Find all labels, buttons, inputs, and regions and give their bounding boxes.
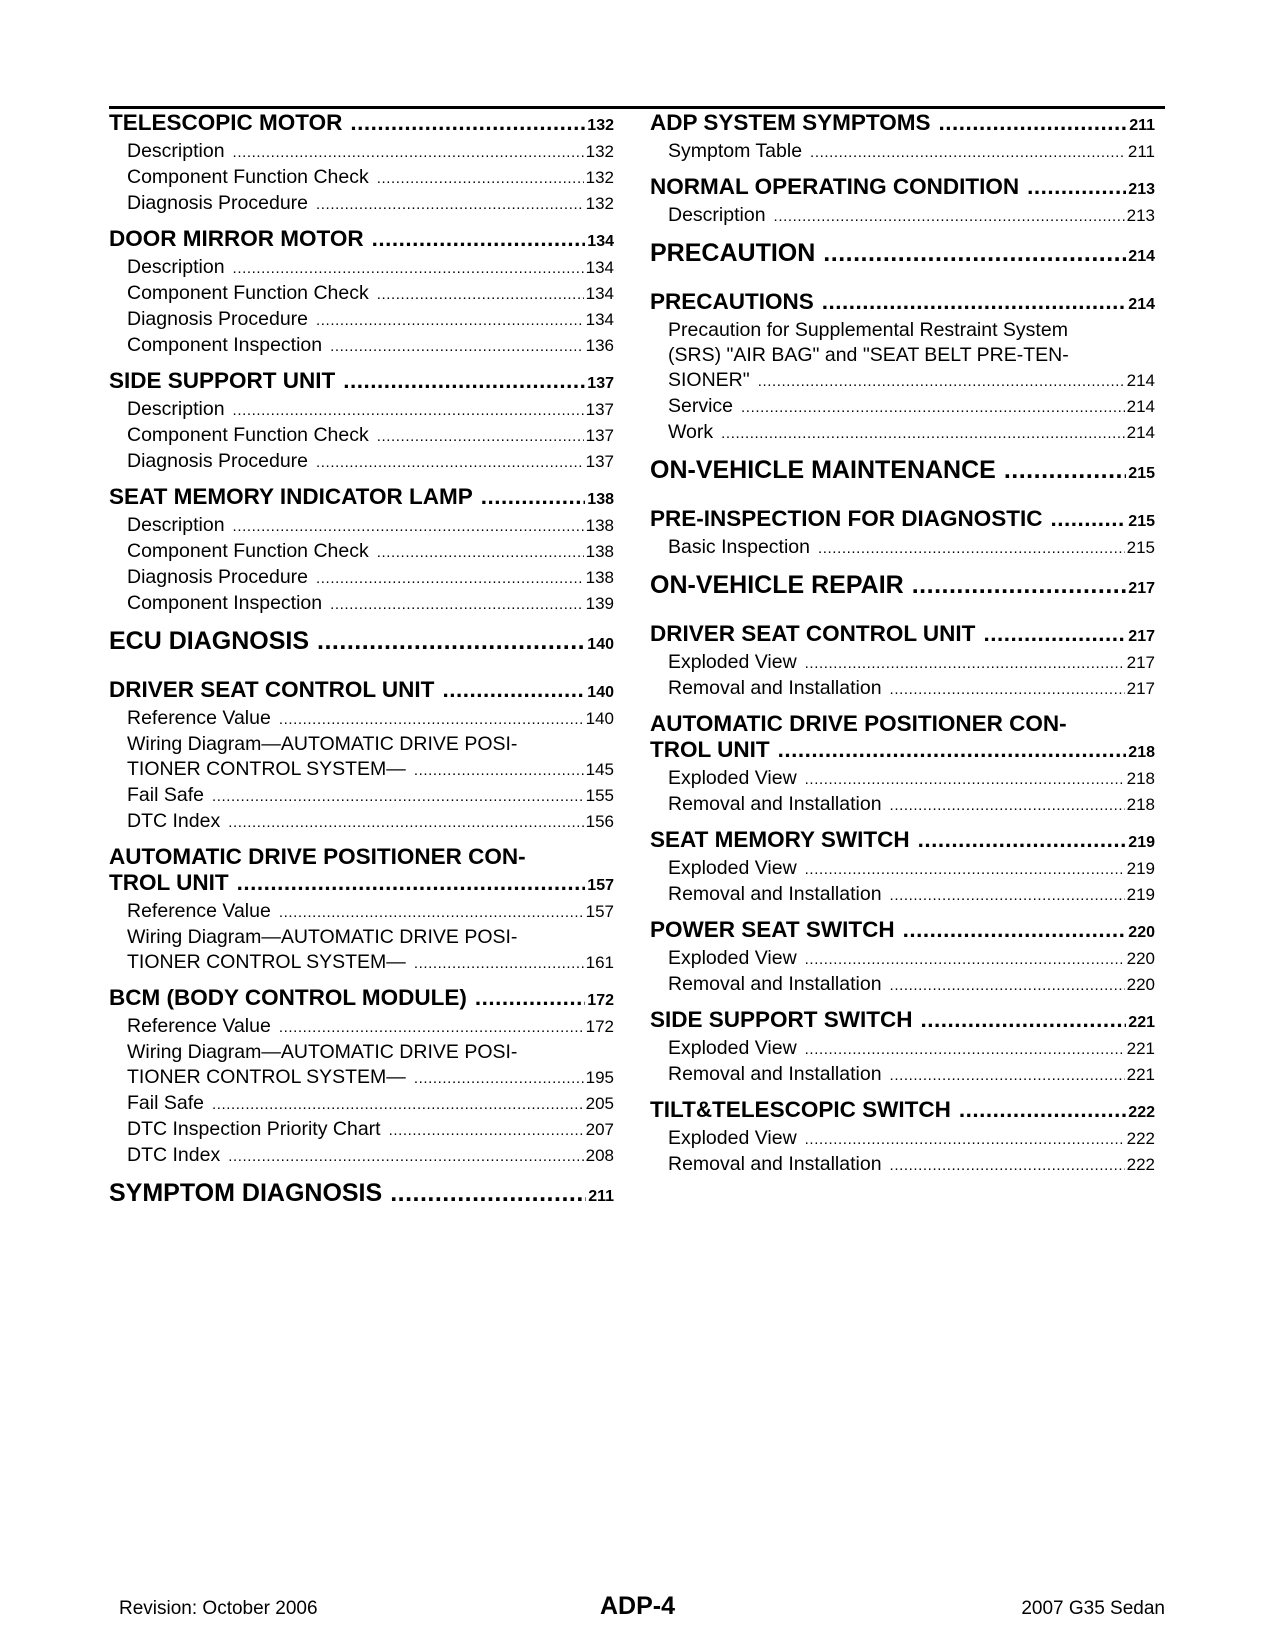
toc-block-side-support-switch [650, 1007, 1155, 1088]
dot-leader [279, 1015, 584, 1040]
toc-entry-fail-safe[interactable] [109, 783, 614, 809]
page-number: 217 [1126, 653, 1155, 672]
entry-title: Component Function Check [127, 424, 369, 446]
toc-section-tilt-telescopic-switch[interactable] [650, 1097, 1155, 1126]
dot-leader [903, 917, 1127, 943]
dot-leader [377, 540, 584, 565]
entry-title: Description [668, 204, 766, 226]
toc-entry-symptom-table[interactable] [650, 139, 1155, 165]
toc-entry-diagnosis-procedure[interactable] [109, 307, 614, 333]
toc-block-symptom-diagnosis [109, 1178, 614, 1212]
section-title: DRIVER SEAT CONTROL UNIT [650, 621, 976, 646]
toc-section-on-vehicle-repair[interactable] [650, 570, 1155, 604]
toc-section-seat-memory-switch[interactable] [650, 827, 1155, 856]
dot-leader [316, 192, 584, 217]
section-title: PRE-INSPECTION FOR DIAGNOSTIC [650, 506, 1043, 531]
toc-block-driver-seat-control-unit [650, 621, 1155, 702]
toc-section-automatic-drive-positioner-con-trol-unit[interactable] [109, 870, 614, 899]
toc-entry-description[interactable] [109, 255, 614, 281]
page-number: 218 [1128, 744, 1155, 761]
toc-entry-fail-safe[interactable] [109, 1091, 614, 1117]
page-number: 219 [1126, 885, 1155, 904]
entry-title: Description [127, 140, 225, 162]
dot-leader [414, 1066, 584, 1091]
toc-block-on-vehicle-maintenance [650, 455, 1155, 489]
toc-entry-exploded-view[interactable] [650, 1036, 1155, 1062]
toc-block-door-mirror-motor [109, 226, 614, 359]
toc-section-automatic-drive-positioner-con-trol-unit[interactable] [650, 737, 1155, 766]
entry-title: Symptom Table [668, 140, 803, 162]
toc-section-normal-operating-condition[interactable] [650, 174, 1155, 203]
toc-entry-wiring-diagram-automatic-drive-posi-tioner-control-system[interactable] [109, 757, 614, 783]
page-number: 220 [1126, 949, 1155, 968]
toc-section-bcm-body-control-module[interactable] [109, 985, 614, 1014]
toc-entry-component-function-check[interactable] [109, 165, 614, 191]
entry-title: Description [127, 256, 225, 278]
entry-title: Component Function Check [127, 166, 369, 188]
toc-section-door-mirror-motor[interactable] [109, 226, 614, 255]
toc-entry-reference-value[interactable] [109, 899, 614, 925]
dot-leader [918, 827, 1127, 853]
page-number: 145 [585, 760, 614, 779]
toc-entry-description[interactable] [109, 397, 614, 423]
page-number: 222 [1128, 1104, 1155, 1121]
page-number: 172 [587, 992, 614, 1009]
toc-entry-wiring-diagram-automatic-drive-posi-tioner-control-system[interactable] [109, 1065, 614, 1091]
dot-leader [475, 985, 585, 1011]
page-number: 140 [585, 709, 614, 728]
entry-title: Removal and Installation [668, 1153, 882, 1175]
header-rule [109, 106, 1165, 109]
toc-entry-component-function-check[interactable] [109, 539, 614, 565]
dot-leader [805, 947, 1125, 972]
dot-leader [316, 450, 584, 475]
entry-title: Component Inspection [127, 334, 323, 356]
dot-leader [823, 238, 1126, 268]
dot-leader [317, 626, 585, 656]
dot-leader [316, 566, 584, 591]
dot-leader [414, 758, 584, 783]
revision-date: Revision: October 2006 [119, 1598, 318, 1619]
page-number: 221 [1126, 1065, 1155, 1084]
page-number: 214 [1128, 296, 1155, 313]
toc-entry-component-function-check[interactable] [109, 423, 614, 449]
toc-entry-work[interactable] [650, 420, 1155, 446]
dot-leader [390, 1178, 586, 1208]
dot-leader [233, 514, 584, 539]
toc-entry-diagnosis-procedure[interactable] [109, 449, 614, 475]
toc-block-precaution [650, 238, 1155, 272]
section-title-line: AUTOMATIC DRIVE POSITIONER CON- [650, 711, 1067, 736]
entry-title: Fail Safe [127, 1092, 204, 1114]
entry-title: DTC Index [127, 1144, 221, 1166]
toc-entry-precaution-for-supplemental-restraint-system-srs-air-bag-and-seat-belt-pre-ten-sioner[interactable] [650, 368, 1155, 394]
entry-title: Work [668, 421, 714, 443]
dot-leader [212, 1092, 584, 1117]
dot-leader [330, 592, 584, 617]
toc-section-precaution[interactable] [650, 238, 1155, 272]
entry-title: Component Function Check [127, 282, 369, 304]
dot-leader [1051, 506, 1127, 532]
toc-block-power-seat-switch [650, 917, 1155, 998]
dot-leader [721, 421, 1124, 446]
page-number: 132 [585, 194, 614, 213]
page-number: 213 [1126, 206, 1155, 225]
section-title: SEAT MEMORY INDICATOR LAMP [109, 484, 473, 509]
toc-section-on-vehicle-maintenance[interactable] [650, 455, 1155, 489]
vehicle-model: 2007 G35 Sedan [1021, 1598, 1165, 1619]
entry-title: Component Inspection [127, 592, 323, 614]
page-number: 207 [585, 1120, 614, 1139]
dot-leader [316, 308, 584, 333]
toc-entry-exploded-view[interactable] [650, 1126, 1155, 1152]
page-number: 222 [1126, 1129, 1155, 1148]
section-title-line: AUTOMATIC DRIVE POSITIONER CON- [109, 844, 526, 869]
entry-title: Exploded View [668, 767, 797, 789]
toc-block-side-support-unit [109, 368, 614, 475]
toc-section-pre-inspection-for-diagnostic[interactable] [650, 506, 1155, 535]
entry-title-line: Wiring Diagram—AUTOMATIC DRIVE POSI- [127, 1041, 518, 1063]
entry-title: Exploded View [668, 857, 797, 879]
dot-leader [442, 677, 585, 703]
section-title: SIDE SUPPORT UNIT [109, 368, 336, 393]
toc-block-on-vehicle-repair [650, 570, 1155, 604]
section-title: NORMAL OPERATING CONDITION [650, 174, 1020, 199]
dot-leader [228, 810, 583, 835]
dot-leader [774, 204, 1125, 229]
toc-entry-service[interactable] [650, 394, 1155, 420]
entry-title: Diagnosis Procedure [127, 308, 309, 330]
page-number: 214 [1126, 397, 1155, 416]
toc-entry-component-inspection[interactable] [109, 591, 614, 617]
toc-block-seat-memory-indicator-lamp [109, 484, 614, 617]
page-code: ADP-4 [599, 1592, 675, 1620]
section-title: PRECAUTIONS [650, 289, 814, 314]
dot-leader [890, 1153, 1125, 1178]
entry-title: TIONER CONTROL SYSTEM— [127, 951, 406, 973]
entry-title: Diagnosis Procedure [127, 192, 309, 214]
page-number: 155 [585, 786, 614, 805]
entry-title: Component Function Check [127, 540, 369, 562]
toc-section-side-support-switch[interactable] [650, 1007, 1155, 1036]
dot-leader [228, 1144, 583, 1169]
section-title: TILT&TELESCOPIC SWITCH [650, 1097, 951, 1122]
page-number: 220 [1126, 975, 1155, 994]
page-number: 218 [1126, 795, 1155, 814]
entry-title: Service [668, 395, 734, 417]
toc-block-automatic-drive-positioner-con-trol-unit [650, 711, 1155, 818]
toc-entry-removal-and-installation[interactable] [650, 1152, 1155, 1178]
page-number: 211 [588, 1188, 614, 1205]
toc-block-precautions [650, 289, 1155, 446]
page-number: 132 [587, 117, 614, 134]
dot-leader [233, 398, 584, 423]
section-title: DOOR MIRROR MOTOR [109, 226, 364, 251]
toc-block-ecu-diagnosis [109, 626, 614, 660]
toc-entry-diagnosis-procedure[interactable] [109, 191, 614, 217]
toc-section-driver-seat-control-unit[interactable] [650, 621, 1155, 650]
page-number: 137 [585, 452, 614, 471]
dot-leader [810, 140, 1126, 165]
entry-title: DTC Index [127, 810, 221, 832]
page-number: 132 [585, 168, 614, 187]
toc-entry-removal-and-installation[interactable] [650, 972, 1155, 998]
toc-section-telescopic-motor[interactable] [109, 110, 614, 139]
section-title: TELESCOPIC MOTOR [109, 110, 343, 135]
entry-title: Reference Value [127, 900, 271, 922]
dot-leader [212, 784, 584, 809]
page-number: 211 [1129, 117, 1155, 134]
page-number: 138 [585, 516, 614, 535]
dot-leader [778, 737, 1127, 763]
dot-leader [330, 334, 584, 359]
dot-leader [758, 369, 1125, 394]
page-number: 132 [585, 142, 614, 161]
dot-leader [1004, 455, 1126, 485]
entry-title: TIONER CONTROL SYSTEM— [127, 758, 406, 780]
toc-entry-removal-and-installation[interactable] [650, 882, 1155, 908]
dot-leader [377, 166, 584, 191]
page-number: 161 [585, 953, 614, 972]
entry-title: Diagnosis Procedure [127, 450, 309, 472]
dot-leader [890, 677, 1125, 702]
entry-title: Removal and Installation [668, 1063, 882, 1085]
toc-block-adp-system-symptoms [650, 110, 1155, 165]
dot-leader [818, 536, 1125, 561]
toc-entry-dtc-inspection-priority-chart[interactable] [109, 1117, 614, 1143]
page-number: 217 [1126, 679, 1155, 698]
toc-block-seat-memory-switch [650, 827, 1155, 908]
entry-title: Exploded View [668, 947, 797, 969]
toc-block-driver-seat-control-unit [109, 677, 614, 835]
entry-title: Basic Inspection [668, 536, 810, 558]
page-number: 211 [1127, 142, 1155, 161]
page-number: 222 [1126, 1155, 1155, 1174]
page-number: 215 [1126, 538, 1155, 557]
toc-entry-exploded-view[interactable] [650, 856, 1155, 882]
page-number: 156 [585, 812, 614, 831]
page-number: 138 [585, 542, 614, 561]
dot-leader [377, 282, 584, 307]
section-title: SIDE SUPPORT SWITCH [650, 1007, 913, 1032]
dot-leader [389, 1118, 584, 1143]
toc-entry-reference-value[interactable] [109, 706, 614, 732]
section-title: PRECAUTION [650, 239, 816, 267]
page-number: 217 [1128, 580, 1155, 597]
dot-leader [233, 256, 584, 281]
dot-leader [805, 1127, 1125, 1152]
toc-entry-reference-value[interactable] [109, 1014, 614, 1040]
toc-entry-component-function-check[interactable] [109, 281, 614, 307]
toc-entry-removal-and-installation[interactable] [650, 676, 1155, 702]
dot-leader [414, 951, 584, 976]
page-number: 219 [1126, 859, 1155, 878]
dot-leader [890, 1063, 1125, 1088]
page-number: 221 [1128, 1014, 1155, 1031]
entry-title-line: Wiring Diagram—AUTOMATIC DRIVE POSI- [127, 733, 518, 755]
dot-leader [890, 793, 1125, 818]
entry-title: DTC Inspection Priority Chart [127, 1118, 381, 1140]
entry-title: SIONER" [668, 369, 750, 391]
section-title: BCM (BODY CONTROL MODULE) [109, 985, 467, 1010]
entry-title: Description [127, 398, 225, 420]
page-number: 157 [587, 877, 614, 894]
section-title: TROL UNIT [109, 870, 229, 895]
toc-entry-wiring-diagram-automatic-drive-posi-tioner-control-system[interactable] [109, 950, 614, 976]
dot-leader [237, 870, 586, 896]
toc-entry-removal-and-installation[interactable] [650, 1062, 1155, 1088]
page-number: 213 [1128, 181, 1155, 198]
page-number: 157 [585, 902, 614, 921]
toc-section-adp-system-symptoms[interactable] [650, 110, 1155, 139]
dot-leader [912, 570, 1127, 600]
entry-title-line: Wiring Diagram—AUTOMATIC DRIVE POSI- [127, 926, 518, 948]
toc-entry-description[interactable] [109, 139, 614, 165]
section-title: DRIVER SEAT CONTROL UNIT [109, 677, 435, 702]
page-number: 139 [585, 594, 614, 613]
toc-entry-exploded-view[interactable] [650, 650, 1155, 676]
entry-title: Exploded View [668, 1037, 797, 1059]
section-title: ADP SYSTEM SYMPTOMS [650, 110, 931, 135]
toc-right-column [650, 110, 1155, 1187]
page-number: 214 [1128, 248, 1155, 265]
entry-title: Fail Safe [127, 784, 204, 806]
dot-leader [350, 110, 585, 136]
section-title: ON-VEHICLE MAINTENANCE [650, 456, 996, 484]
toc-section-symptom-diagnosis[interactable] [109, 1178, 614, 1212]
toc-block-pre-inspection-for-diagnostic [650, 506, 1155, 561]
toc-block-normal-operating-condition [650, 174, 1155, 229]
entry-title: TIONER CONTROL SYSTEM— [127, 1066, 406, 1088]
dot-leader [279, 900, 584, 925]
page-number: 137 [585, 426, 614, 445]
dot-leader [983, 621, 1126, 647]
page-number: 220 [1128, 924, 1155, 941]
dot-leader [805, 1037, 1125, 1062]
page-number: 215 [1128, 513, 1155, 530]
toc-section-ecu-diagnosis[interactable] [109, 626, 614, 660]
page-number: 134 [585, 258, 614, 277]
dot-leader [822, 289, 1127, 315]
section-title: ECU DIAGNOSIS [109, 627, 310, 655]
entry-title-line: Precaution for Supplemental Restraint System (SRS) "AIR BAG" and "SEAT BELT PRE-TEN- [668, 319, 1069, 366]
page-number: 172 [585, 1017, 614, 1036]
dot-leader [481, 484, 586, 510]
toc-block-tilt-telescopic-switch [650, 1097, 1155, 1178]
page-number: 134 [585, 284, 614, 303]
toc-entry-exploded-view[interactable] [650, 946, 1155, 972]
page-number: 136 [585, 336, 614, 355]
page-number: 140 [587, 636, 614, 653]
entry-title: Exploded View [668, 1127, 797, 1149]
page-number: 205 [585, 1094, 614, 1113]
toc-section-side-support-unit[interactable] [109, 368, 614, 397]
toc-section-precautions[interactable] [650, 289, 1155, 318]
entry-title: Description [127, 514, 225, 536]
toc-entry-dtc-index[interactable] [109, 1143, 614, 1169]
page-number: 140 [587, 684, 614, 701]
toc-block-automatic-drive-positioner-con-trol-unit [109, 844, 614, 976]
section-title: TROL UNIT [650, 737, 770, 762]
entry-title: Removal and Installation [668, 883, 882, 905]
entry-title: Exploded View [668, 651, 797, 673]
dot-leader [890, 973, 1125, 998]
entry-title: Reference Value [127, 1015, 271, 1037]
entry-title: Removal and Installation [668, 677, 882, 699]
section-title: POWER SEAT SWITCH [650, 917, 895, 942]
entry-title: Removal and Installation [668, 973, 882, 995]
page-number: 214 [1126, 423, 1155, 442]
dot-leader [938, 110, 1127, 136]
page-number: 219 [1128, 834, 1155, 851]
toc-entry-description[interactable] [109, 513, 614, 539]
toc-entry-removal-and-installation[interactable] [650, 792, 1155, 818]
page-number: 195 [585, 1068, 614, 1087]
dot-leader [279, 707, 584, 732]
toc-left-column [109, 110, 614, 1229]
dot-leader [343, 368, 585, 394]
section-title: ON-VEHICLE REPAIR [650, 571, 904, 599]
page-number: 134 [587, 233, 614, 250]
toc-entry-diagnosis-procedure[interactable] [109, 565, 614, 591]
entry-title: Removal and Installation [668, 793, 882, 815]
page-number: 217 [1128, 628, 1155, 645]
dot-leader [377, 424, 584, 449]
dot-leader [805, 857, 1125, 882]
toc-entry-dtc-index[interactable] [109, 809, 614, 835]
dot-leader [921, 1007, 1127, 1033]
dot-leader [959, 1097, 1126, 1123]
toc-entry-basic-inspection[interactable] [650, 535, 1155, 561]
page-number: 138 [585, 568, 614, 587]
dot-leader [805, 767, 1125, 792]
page-number: 138 [587, 491, 614, 508]
page-number: 137 [585, 400, 614, 419]
page-number: 137 [587, 375, 614, 392]
page-number: 134 [585, 310, 614, 329]
dot-leader [1027, 174, 1126, 200]
toc-section-driver-seat-control-unit[interactable] [109, 677, 614, 706]
dot-leader [372, 226, 586, 252]
dot-leader [741, 395, 1125, 420]
page-number: 215 [1128, 465, 1155, 482]
toc-block-telescopic-motor [109, 110, 614, 217]
toc-section-seat-memory-indicator-lamp[interactable] [109, 484, 614, 513]
page-number: 208 [585, 1146, 614, 1165]
section-title: SYMPTOM DIAGNOSIS [109, 1179, 383, 1207]
page-number: 218 [1126, 769, 1155, 788]
page-number: 214 [1126, 371, 1155, 390]
page-number: 221 [1126, 1039, 1155, 1058]
entry-title: Reference Value [127, 707, 271, 729]
entry-title: Diagnosis Procedure [127, 566, 309, 588]
toc-entry-description[interactable] [650, 203, 1155, 229]
dot-leader [805, 651, 1125, 676]
dot-leader [890, 883, 1125, 908]
toc-entry-exploded-view[interactable] [650, 766, 1155, 792]
toc-section-power-seat-switch[interactable] [650, 917, 1155, 946]
toc-block-bcm-body-control-module [109, 985, 614, 1169]
section-title: SEAT MEMORY SWITCH [650, 827, 910, 852]
toc-entry-component-inspection[interactable] [109, 333, 614, 359]
dot-leader [233, 140, 584, 165]
